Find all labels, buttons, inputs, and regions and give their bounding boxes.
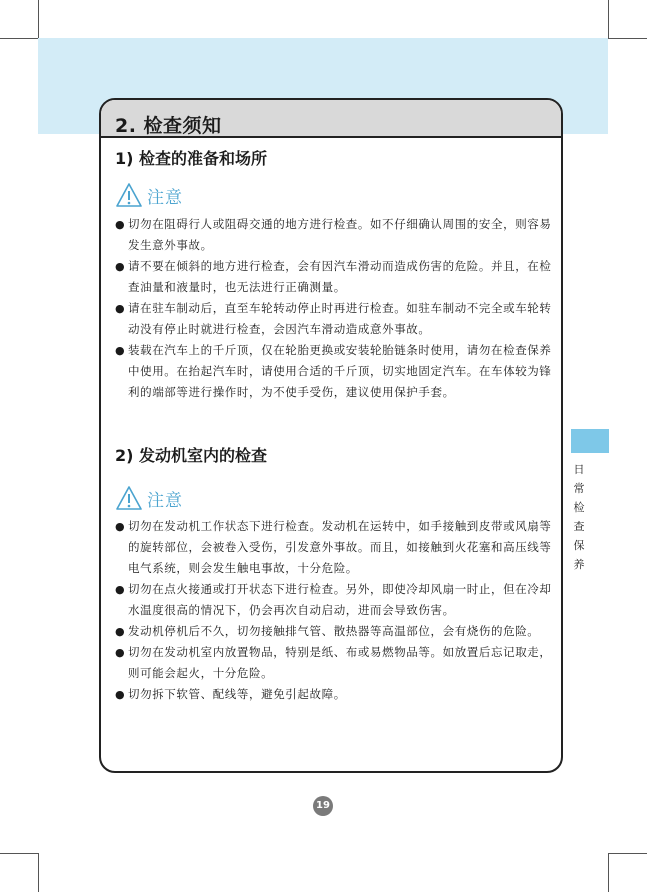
- side-tab-char: 常: [573, 482, 585, 495]
- caution-label: 注意: [147, 187, 183, 208]
- content-card: [99, 98, 563, 773]
- item-text: 装载在汽车上的千斤顶，仅在轮胎更换或安装轮胎链条时使用，请勿在检查保养中使用。在抬起汽车时，请使用合适的千斤顶，切实地固定汽车。在车体较为锋利的端部等进行操作时，为不使手受伤，建议使用保护手套。: [128, 343, 552, 399]
- bullet-icon: ●: [115, 625, 126, 638]
- crop-mark: [38, 853, 39, 892]
- item-text: 请在驻车制动后，直至车轮转动停止时再进行检查。如驻车制动不完全或车轮转动没有停止时就进行检查，会因汽车滑动造成意外事故。: [128, 301, 552, 336]
- caution-list: [115, 214, 553, 403]
- caution-header: [115, 182, 183, 208]
- bullet-icon: ●: [115, 520, 126, 533]
- list-item: [115, 684, 553, 705]
- side-tab-marker: [571, 429, 609, 453]
- list-item: [115, 579, 553, 621]
- page-number: 19: [313, 796, 333, 816]
- item-text: 切勿在发动机室内放置物品，特别是纸、布或易燃物品等。如放置后忘记取走，则可能会起火，十分危险。: [128, 645, 552, 680]
- side-tab-char: 养: [573, 558, 585, 571]
- crop-mark: [608, 853, 609, 892]
- warning-triangle-icon: [115, 182, 143, 208]
- list-item: [115, 214, 553, 256]
- list-item: [115, 621, 553, 642]
- bullet-icon: ●: [115, 344, 126, 357]
- list-item: [115, 256, 553, 298]
- item-text: 切勿在点火接通或打开状态下进行检查。另外，即使冷却风扇一时止，但在冷却水温度很高的情况下，仍会再次自动启动，进而会导致伤害。: [128, 582, 552, 617]
- warning-triangle-icon: [115, 485, 143, 511]
- item-text: 发动机停机后不久，切勿接触排气管、散热器等高温部位，会有烧伤的危险。: [128, 624, 540, 638]
- section-title-preparation: 1) 检查的准备和场所: [115, 149, 268, 168]
- caution-header: [115, 485, 183, 511]
- page-title: 2. 检查须知: [115, 115, 222, 137]
- caution-list: [115, 516, 553, 705]
- item-text: 切勿拆下软管、配线等，避免引起故障。: [128, 687, 346, 701]
- bullet-icon: ●: [115, 646, 126, 659]
- list-item: [115, 642, 553, 684]
- crop-mark: [38, 0, 39, 38]
- item-text: 切勿在发动机工作状态下进行检查。发动机在运转中，如手接触到皮带或风扇等的旋转部位，会被卷入受伤，引发意外事故。而且，如接触到火花塞和高压线等电气系统，则会发生触电事故，十分危险。: [128, 519, 552, 575]
- bullet-icon: ●: [115, 260, 126, 273]
- list-item: [115, 340, 553, 403]
- card-header: [101, 100, 561, 138]
- bullet-icon: ●: [115, 583, 126, 596]
- list-item: [115, 516, 553, 579]
- crop-mark: [608, 853, 647, 854]
- crop-mark: [608, 0, 609, 38]
- crop-mark: [608, 38, 647, 39]
- caution-label: 注意: [147, 490, 183, 511]
- list-item: [115, 298, 553, 340]
- item-text: 请不要在倾斜的地方进行检查，会有因汽车滑动而造成伤害的危险。并且，在检查油量和液量时，也无法进行正确测量。: [128, 259, 552, 294]
- bullet-icon: ●: [115, 302, 126, 315]
- side-tab-char: 查: [573, 520, 585, 533]
- section-title-engine-room: 2) 发动机室内的检查: [115, 446, 268, 465]
- side-tab-label: [573, 460, 585, 574]
- side-tab-char: 日: [573, 463, 585, 476]
- side-tab-char: 保: [573, 539, 585, 552]
- crop-mark: [0, 853, 38, 854]
- bullet-icon: ●: [115, 218, 126, 231]
- crop-mark: [0, 38, 38, 39]
- side-tab-char: 检: [573, 501, 585, 514]
- item-text: 切勿在阻碍行人或阻碍交通的地方进行检查。如不仔细确认周围的安全，则容易发生意外事故。: [128, 217, 552, 252]
- bullet-icon: ●: [115, 688, 126, 701]
